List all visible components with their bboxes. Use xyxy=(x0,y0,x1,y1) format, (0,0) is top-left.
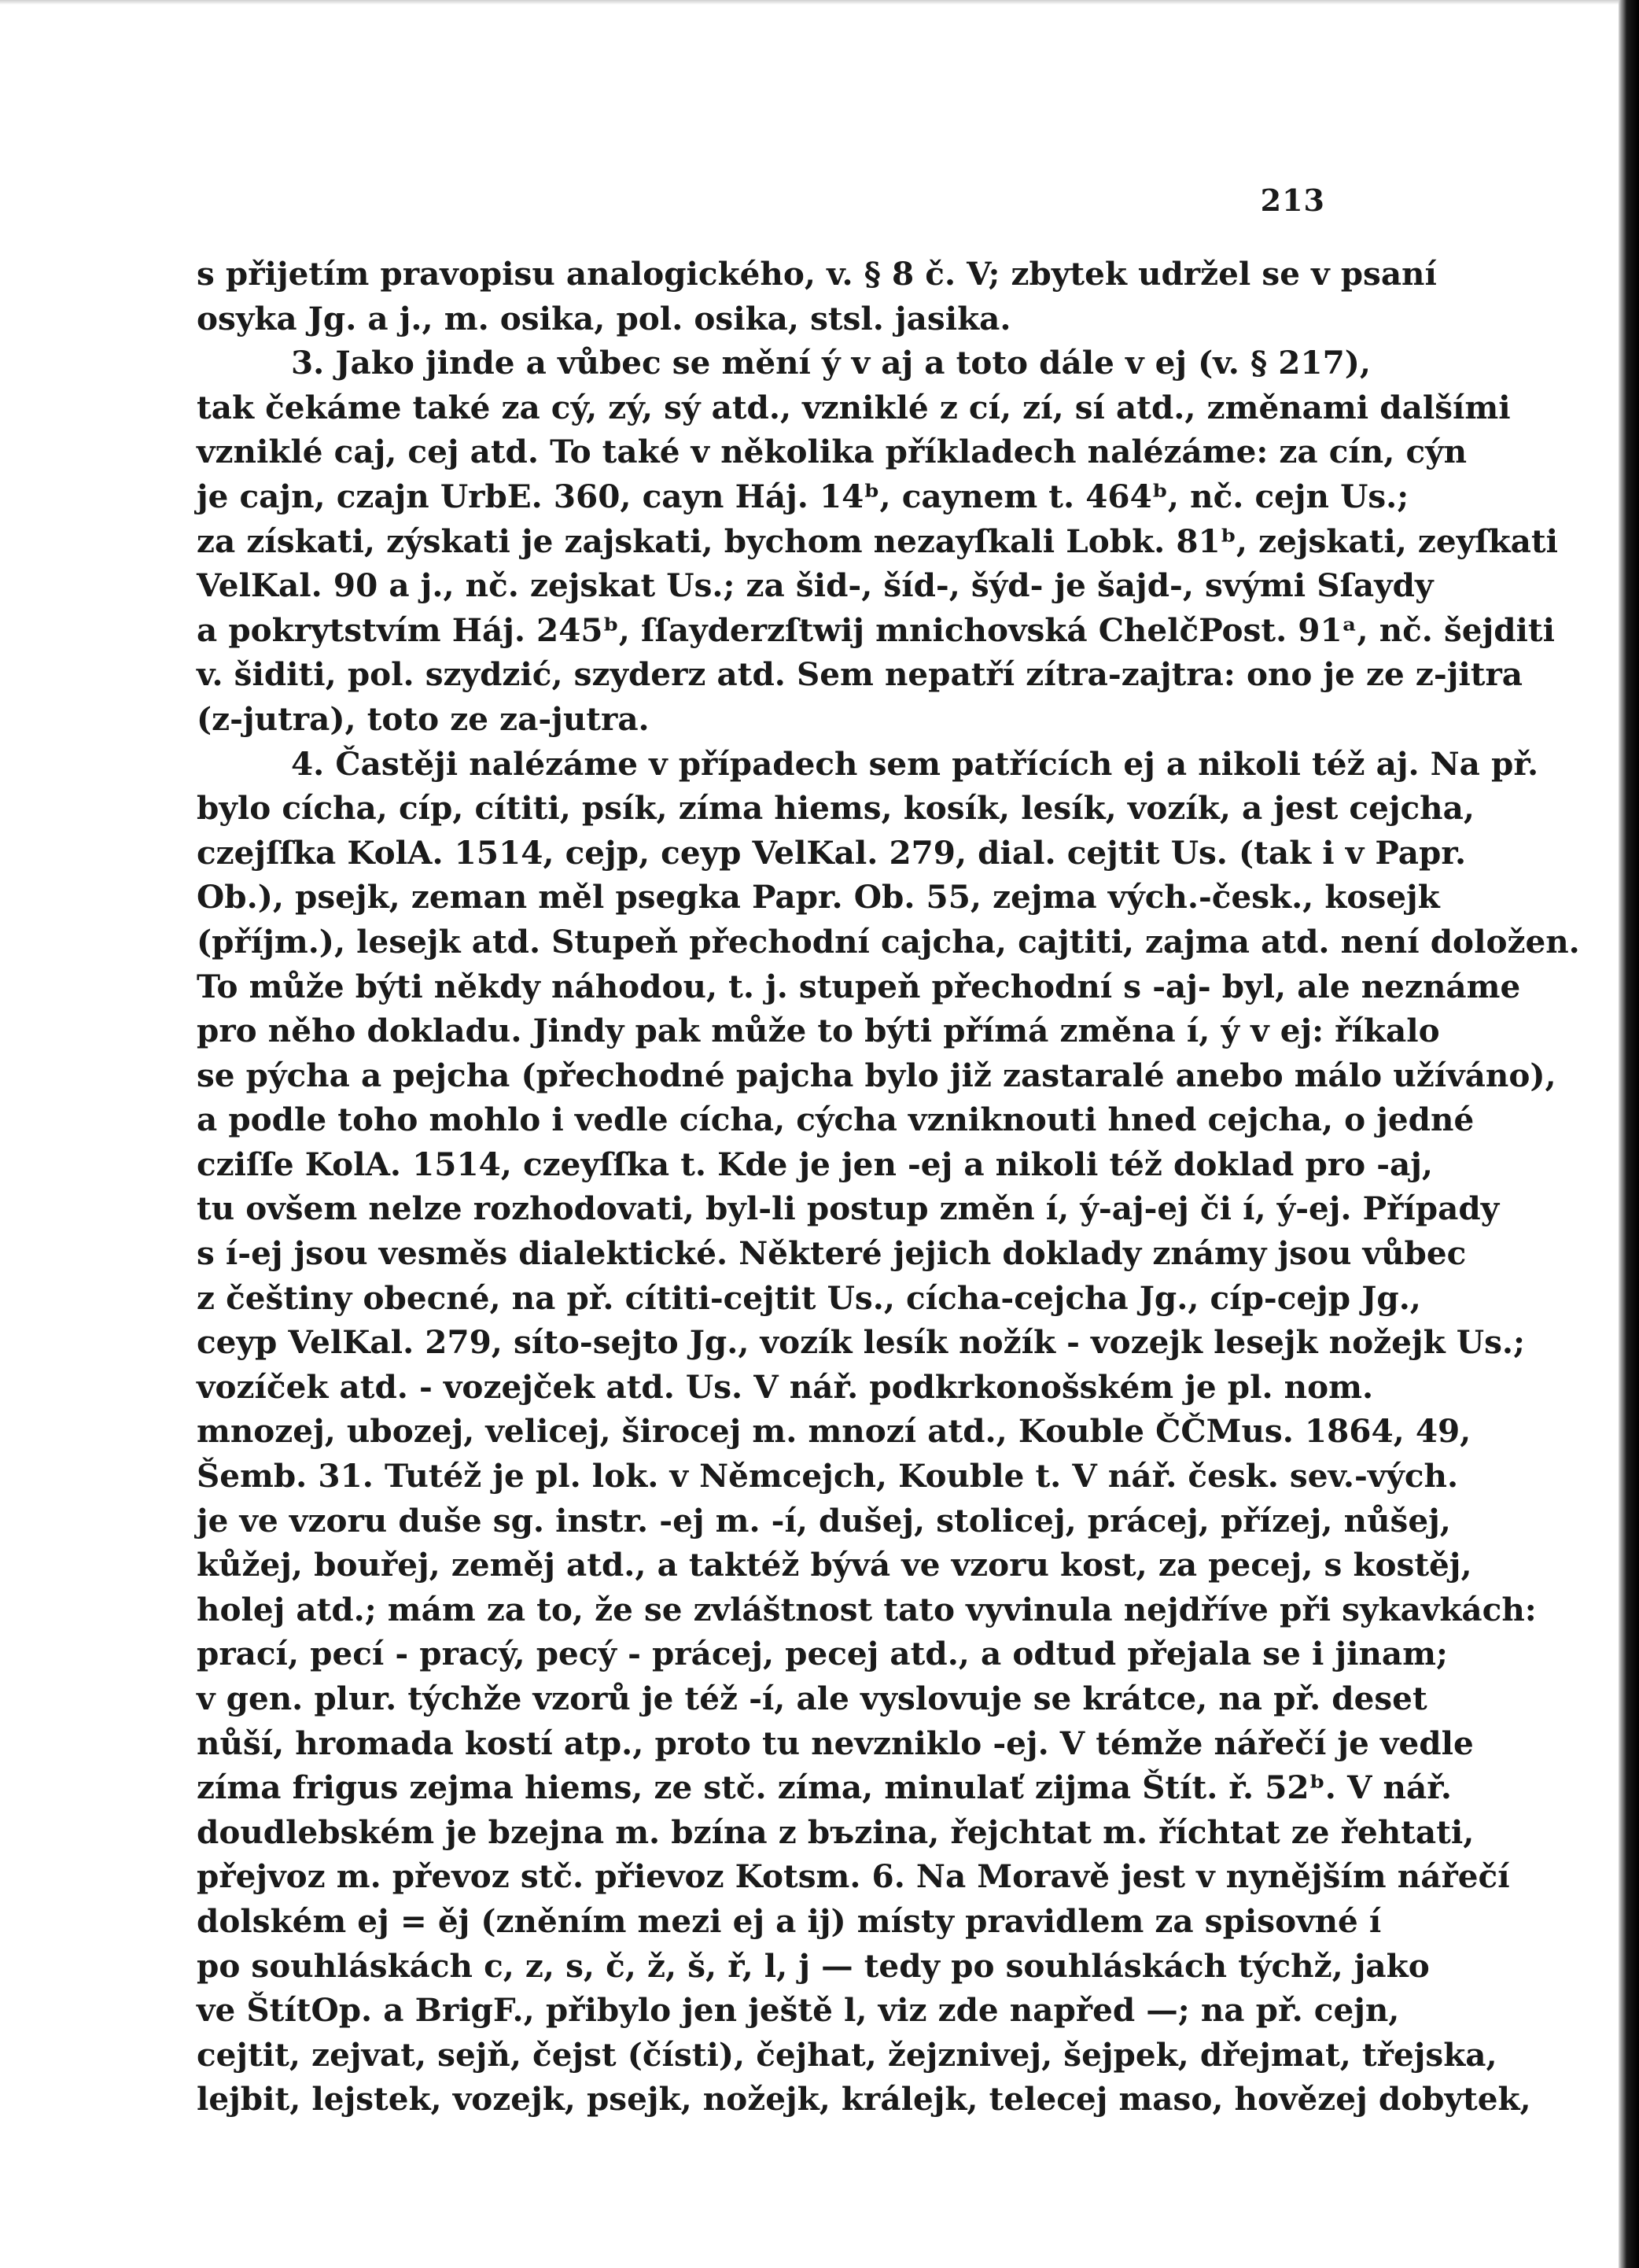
text-line: (příjm.), lesejk atd. Stupeň přechodní cajcha, cajtiti, zajma atd. není doložen. xyxy=(197,922,1580,961)
text-line: vzniklé caj, cej atd. To také v několika příkladech nalézáme: za cín, cýn xyxy=(197,433,1468,471)
text-line: s přijetím pravopisu analogického, v. § 8 č. V; zbytek udržel se v psaní xyxy=(197,255,1437,293)
text-line: osyka Jg. a j., m. osika, pol. osika, stsl. jasika. xyxy=(197,299,1011,337)
text-line: a podle toho mohlo i vedle cícha, cýcha vzniknouti hned cejcha, o jedné xyxy=(197,1101,1475,1139)
text-line: cziſſe KolA. 1514, czeyſſka t. Kde je jen -ej a nikoli též doklad pro -aj, xyxy=(197,1145,1434,1183)
text-line: kůžej, bouřej, zeměj atd., a taktéž bývá ve vzoru kost, za pecej, s kostěj, xyxy=(197,1546,1472,1584)
text-line: nůší, hromada kostí atp., proto tu nevzniklo -ej. V témže nářečí je vedle xyxy=(197,1724,1474,1762)
text-line: vozíček atd. - vozejček atd. Us. V nář. podkrkonošském je pl. nom. xyxy=(197,1367,1374,1406)
text-line: ceyp VelKal. 279, síto-sejto Jg., vozík lesík nožík - vozejk lesejk nožejk Us.; xyxy=(197,1323,1525,1362)
text-line: prací, pecí - pracý, pecý - prácej, pecej atd., a odtud přejala se i jinam; xyxy=(197,1635,1448,1673)
text-line: po souhláskách c, z, s, č, ž, š, ř, l, j — tedy po souhláskách týchž, jako xyxy=(197,1946,1430,1985)
text-line: 3. Jako jinde a vůbec se mění ý v aj a toto dále v ej (v. § 217), xyxy=(291,344,1372,382)
text-line: zíma frigus zejma hiems, ze stč. zíma, minulať zijma Štít. ř. 52ᵇ. V nář. xyxy=(197,1768,1452,1807)
text-line: je ve vzoru duše sg. instr. -ej m. -í, dušej, stolicej, prácej, přízej, nůšej, xyxy=(197,1501,1451,1540)
text-line: bylo cícha, cíp, cítiti, psík, zíma hiems, kosík, lesík, vozík, a jest cejcha, xyxy=(197,789,1475,828)
text-line: holej atd.; mám za to, že se zvláštnost tato vyvinula nejdříve při sykavkách: xyxy=(197,1590,1537,1628)
text-line: mnozej, ubozej, velicej, širocej m. mnozí atd., Kouble ČČMus. 1864, 49, xyxy=(197,1412,1471,1451)
text-line: přejvoz m. převoz stč. přievoz Kotsm. 6. Na Moravě jest v nynějším nářečí xyxy=(197,1857,1510,1896)
text-line: czejſſka KolA. 1514, cejp, ceyp VelKal. 279, dial. cejtit Us. (tak i v Papr. xyxy=(197,833,1467,872)
text-line: pro něho dokladu. Jindy pak může to býti přímá změna í, ý v ej: říkalo xyxy=(197,1012,1440,1050)
text-line: tak čekáme také za cý, zý, sý atd., vzniklé z cí, zí, sí atd., změnami dalšími xyxy=(197,388,1511,426)
text-line: Šemb. 31. Tutéž je pl. lok. v Němcejch, Kouble t. V nář. česk. sev.-vých. xyxy=(197,1457,1459,1495)
text-line: tu ovšem nelze rozhodovati, byl-li postup změn í, ý-aj-ej či í, ý-ej. Případy xyxy=(197,1189,1500,1228)
text-line: za získati, zýskati je zajskati, bychom nezayſkali Lobk. 81ᵇ, zejskati, zeyſkati xyxy=(197,522,1559,560)
text-line: (z-jutra), toto ze za-jutra. xyxy=(197,699,650,738)
text-line: dolském ej = ěj (zněním mezi ej a ij) místy pravidlem za spisovné í xyxy=(197,1901,1382,1940)
text-line: To může býti někdy náhodou, t. j. stupeň přechodní s -aj- byl, ale neznáme xyxy=(197,967,1521,1005)
text-line: 4. Častěji nalézáme v případech sem patřících ej a nikoli též aj. Na př. xyxy=(291,744,1539,783)
text-line: v. šiditi, pol. szydzić, szyderz atd. Sem nepatří zítra-zajtra: ono je ze z-jitra xyxy=(197,655,1523,694)
text-line: doudlebském je bzejna m. bzína z bъzina, řejchtat m. říchtat ze řehtati, xyxy=(197,1813,1475,1851)
scan-right-edge xyxy=(1619,0,1639,2268)
text-line: v gen. plur. týchže vzorů je též -í, ale vyslovuje se krátce, na př. deset xyxy=(197,1680,1427,1717)
text-line: se pýcha a pejcha (přechodné pajcha bylo již zastaralé anebo málo užíváno), xyxy=(197,1056,1556,1094)
text-line: ve ŠtítOp. a BrigF., přibylo jen ještě l, viz zde napřed —; na př. cejn, xyxy=(197,1991,1400,2030)
text-line: s í-ej jsou vesměs dialektické. Některé jejich doklady známy jsou vůbec xyxy=(197,1234,1467,1273)
text-line: VelKal. 90 a j., nč. zejskat Us.; za šid-, šíd-, šýd- je šajd-, svými Sſaydy xyxy=(197,566,1434,605)
text-line: je cajn, czajn UrbE. 360, cayn Háj. 14ᵇ, caynem t. 464ᵇ, nč. cejn Us.; xyxy=(197,477,1409,515)
page-number: 213 xyxy=(1260,183,1325,218)
text-line: cejtit, zejvat, sejň, čejst (čísti), čejhat, žejznivej, šejpek, dřejmat, třejska, xyxy=(197,2035,1497,2074)
text-line: Ob.), psejk, zeman měl psegka Papr. Ob. 55, zejma vých.-česk., kosejk xyxy=(197,878,1440,916)
body-text xyxy=(197,252,1580,2122)
text-line: lejbit, lejstek, vozejk, psejk, nožejk, králejk, telecej maso, hovězej dobytek, xyxy=(197,2080,1531,2119)
text-line: a pokrytstvím Háj. 245ᵇ, ſſayderzſtwij mnichovská ChelčPost. 91ᵃ, nč. šejditi xyxy=(197,610,1556,649)
text-line: z češtiny obecné, na př. cítiti-cejtit Us., cícha-cejcha Jg., cíp-cejp Jg., xyxy=(197,1278,1421,1317)
